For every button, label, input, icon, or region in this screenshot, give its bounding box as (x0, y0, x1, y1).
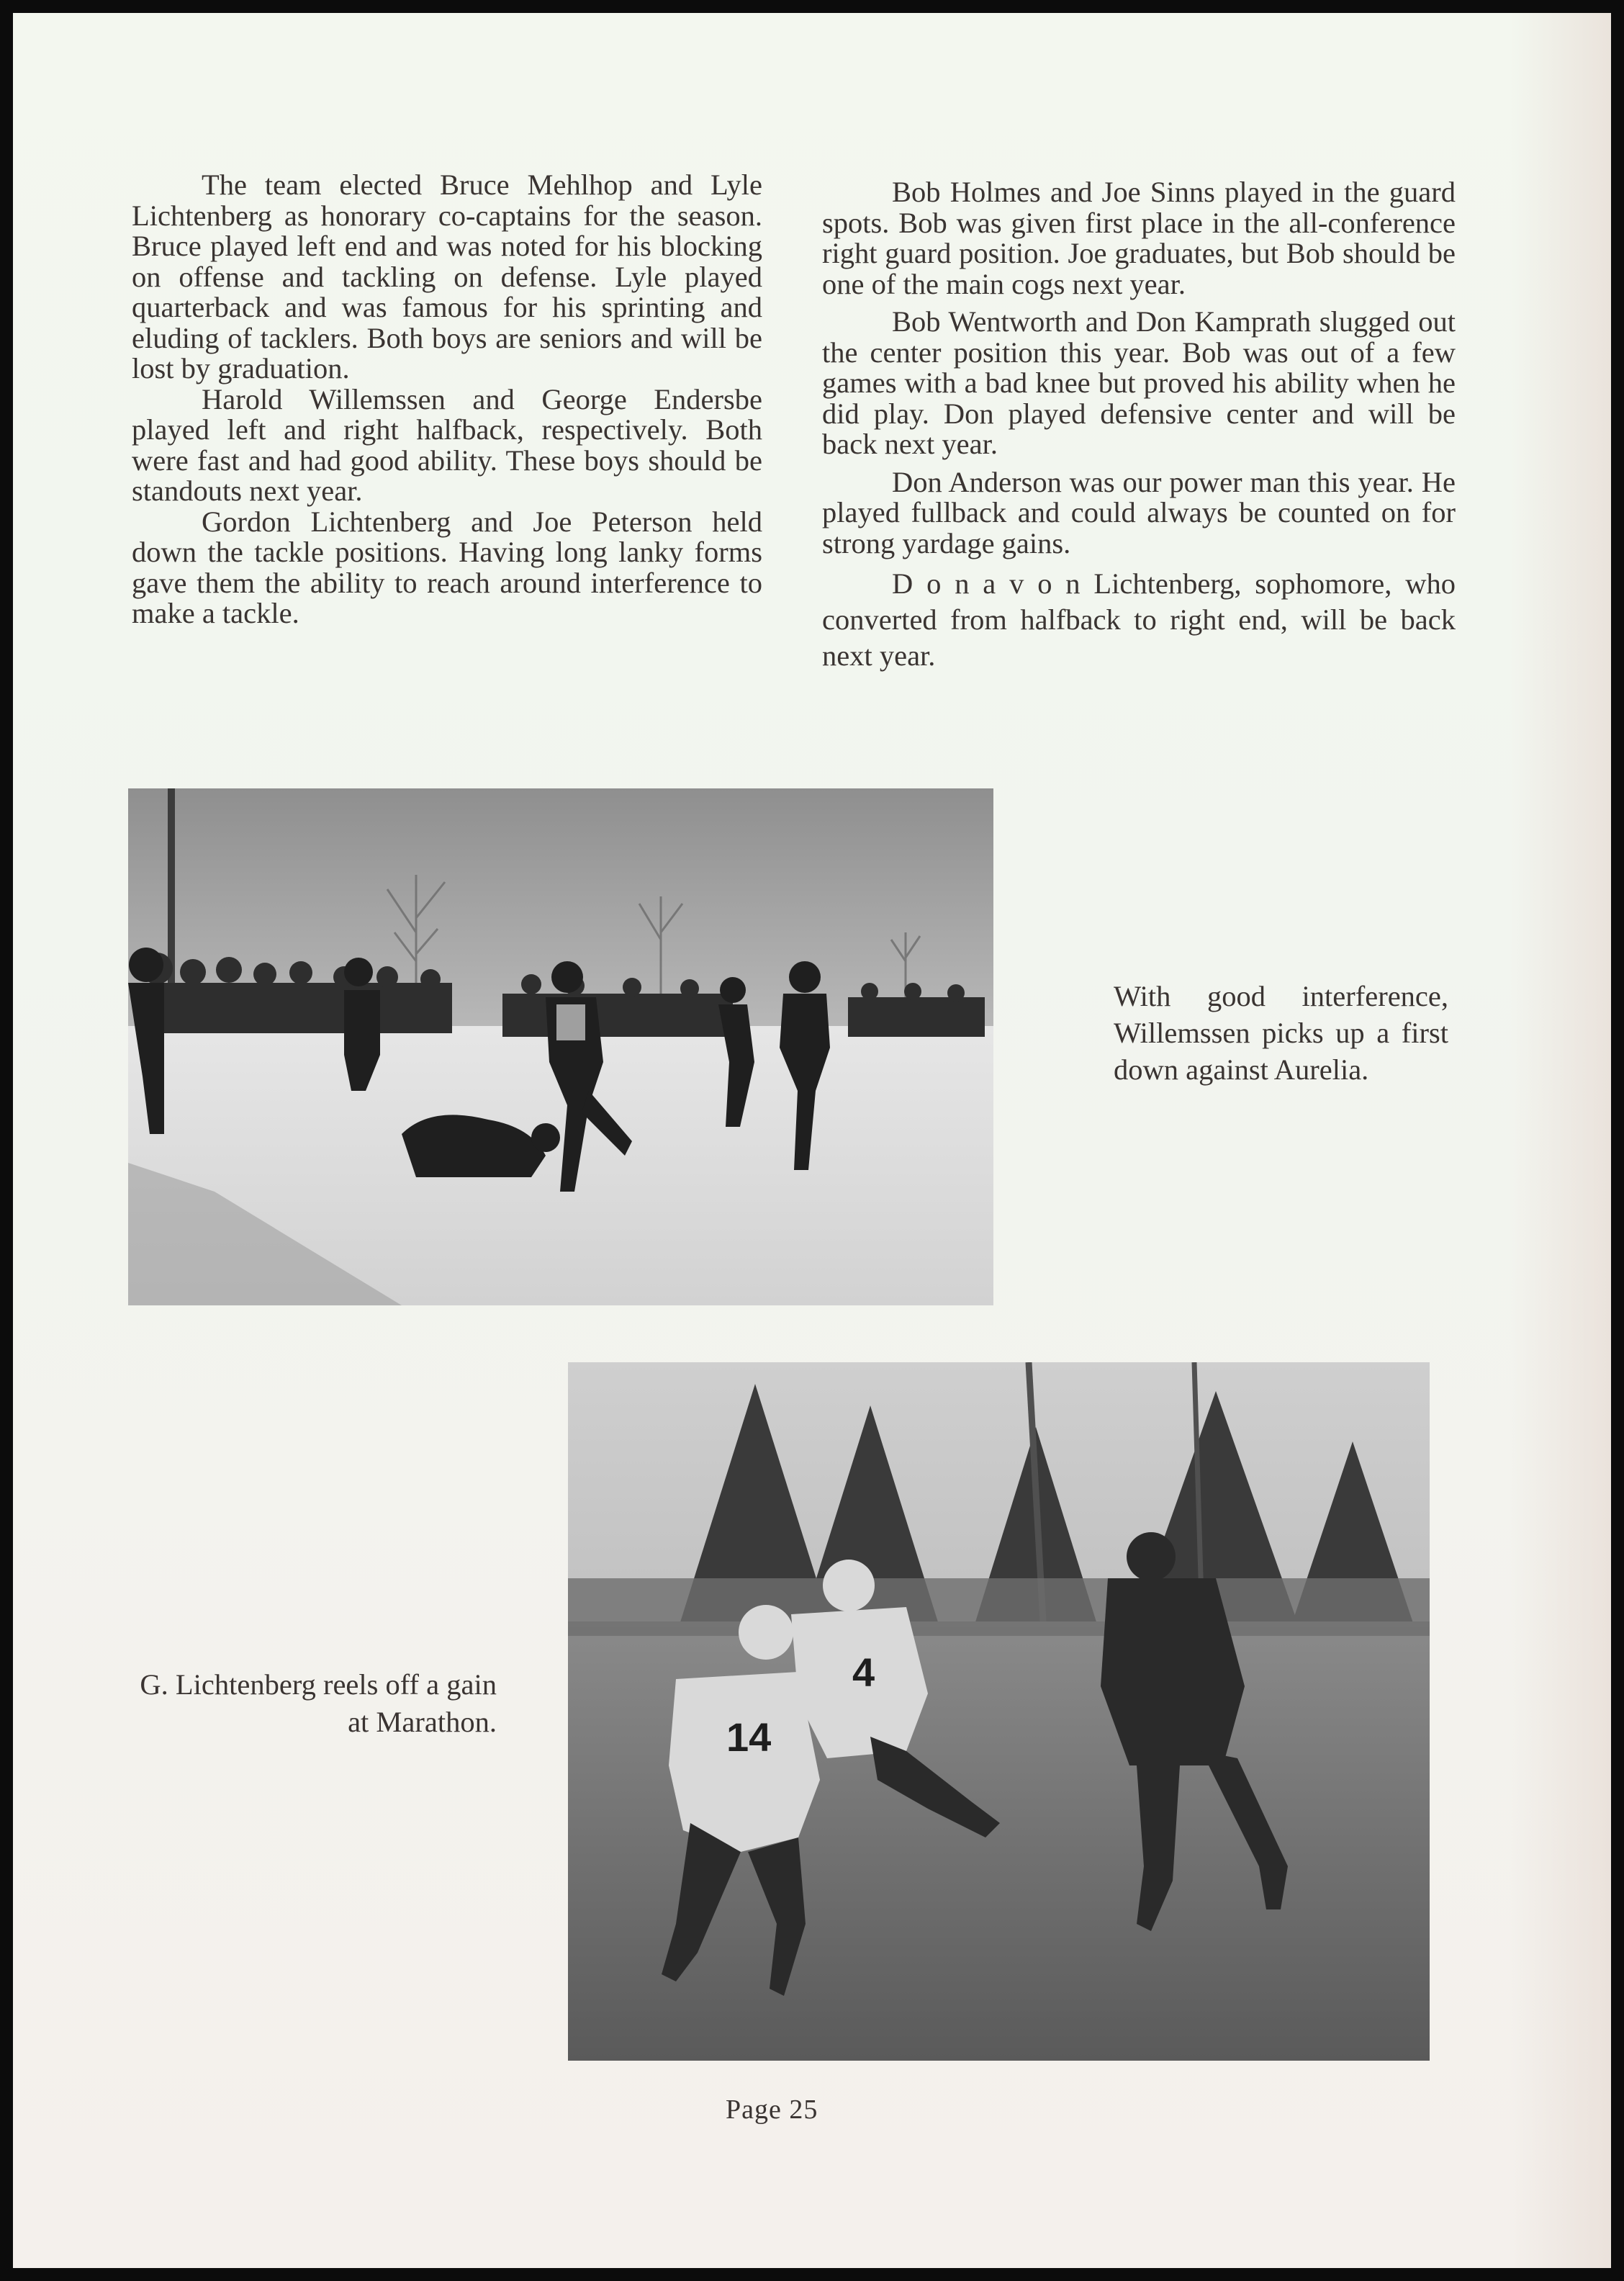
paragraph-tackles: Gordon Lichtenberg and Joe Peterson held down the tackle positions. Having long lanky forms gave them the ability to reach around interference to make a tackle. (132, 505, 762, 629)
photo-1-caption: With good interference, Willemssen picks up a first down against Aurelia. (1114, 980, 1448, 1086)
jersey-number-4: 4 (852, 1650, 875, 1695)
paragraph-guards: Bob Holmes and Joe Sinns played in the guard spots. Bob was given first place in the all-conference right guard position. Joe graduates, but Bob should be one of the main cogs next year. (822, 176, 1456, 300)
paragraph-centers: Bob Wentworth and Don Kamprath slugged out the center position this year. Bob was out of a few games with a bad knee but proved his ability when he did play. Don played defensive center and will be back next year. (822, 305, 1456, 460)
paragraph-halfbacks: Harold Willemssen and George Endersbe played left and right halfback, respectively. Both were fast and had good ability. These boys should be standouts next year. (132, 382, 762, 507)
paragraph-captains: The team elected Bruce Mehlhop and Lyle Lichtenberg as honorary co-captains for the season. Bruce played left end and was noted for his blocking on offense and tackling on defense. Lyle played quarterback and was famous for his sprinting and eluding of tacklers. Both boys are seniors and will be lost by graduation. (132, 168, 762, 384)
marathon-game-image (568, 1362, 1430, 2061)
paragraph-right-end: D o n a v o n Lichtenberg, sophomore, who converted from halfback to right end, will be back next year. (822, 567, 1456, 672)
yearbook-page (13, 13, 1611, 2268)
jersey-number-14: 14 (726, 1714, 772, 1760)
page-number: Page 25 (726, 2095, 818, 2125)
photo-snow-game (128, 788, 993, 1305)
snow-game-image (128, 788, 993, 1305)
photo-2-caption: G. Lichtenberg reels off a gain at Marathon. (140, 1668, 497, 1738)
right-text-column (822, 177, 1456, 674)
photo-marathon-game (568, 1362, 1430, 2061)
paragraph-fullback: Don Anderson was our power man this year. He played fullback and could always be counted on for strong yardage gains. (822, 465, 1456, 559)
left-text-column (132, 170, 762, 629)
